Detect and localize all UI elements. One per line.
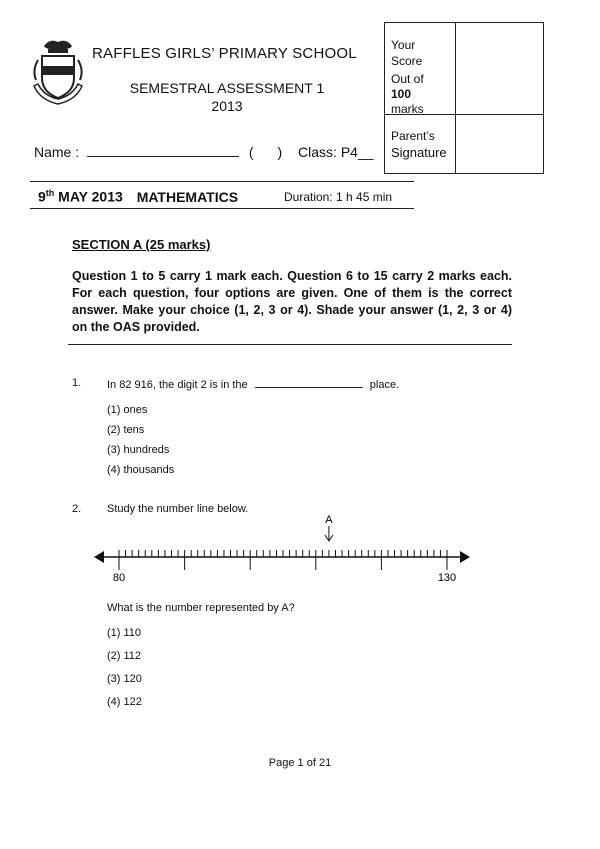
question-1-number: 1. (72, 377, 82, 389)
question-1-text-after: place. (369, 379, 400, 391)
school-name: RAFFLES GIRLS’ PRIMARY SCHOOL (92, 45, 357, 62)
exam-date-day: 9 (38, 188, 46, 205)
bottom-rule (30, 208, 414, 209)
your-score-label-1: Your (391, 38, 416, 52)
number-line-start-label: 80 (112, 572, 126, 584)
class-label: Class: P4__ (298, 144, 374, 160)
question-2-prompt: What is the number represented by A? (107, 602, 295, 614)
question-1-text (107, 377, 399, 391)
question-1-text-before: In 82 916, the digit 2 is in the (107, 379, 248, 391)
number-line-end-label: 130 (437, 572, 457, 584)
question-2-option-2[interactable]: (2) 112 (107, 650, 142, 662)
your-score-label-2: Score (391, 54, 423, 68)
assessment-title: SEMESTRAL ASSESSMENT 1 (129, 80, 325, 96)
name-label: Name : (34, 144, 80, 160)
page-number: Page 1 of 21 (268, 757, 332, 769)
question-2-text: Study the number line below. (107, 503, 249, 515)
exam-subject: MATHEMATICS (136, 188, 239, 205)
point-a-label: A (325, 514, 333, 526)
score-box (384, 22, 544, 174)
question-1-option-2[interactable]: (2) tens (107, 424, 145, 436)
section-instructions: Question 1 to 5 carry 1 mark each. Question 6 to 15 carry 2 marks each. For each question, four options are given. One of them is the correct answer. Make your choice (1, 2, 3 or 4). Shade your answer (1, 2, 3 or 4) on the OAS provided. (72, 269, 512, 334)
instructions-rule (68, 344, 512, 345)
question-2-option-4[interactable]: (4) 122 (107, 696, 142, 708)
number-line (90, 512, 480, 588)
signature-label: Signature (391, 145, 447, 160)
number-line-right-arrow (460, 551, 470, 563)
assessment-year: 2013 (211, 98, 243, 114)
exam-date-month-year: MAY 2013 (54, 188, 123, 205)
question-1-option-3[interactable]: (3) hundreds (107, 444, 170, 456)
max-score: 100 (391, 87, 412, 101)
number-line-left-arrow (94, 551, 104, 563)
index-close-paren: ) (277, 144, 283, 160)
question-2-number: 2. (72, 503, 82, 515)
parents-label: Parent’s (391, 129, 435, 143)
top-rule (30, 181, 414, 182)
student-info-row (34, 144, 374, 160)
question-1-blank (255, 377, 363, 388)
question-1-option-4[interactable]: (4) thousands (107, 464, 175, 476)
index-open-paren: ( (248, 144, 254, 160)
section-title: SECTION A (25 marks) (72, 237, 211, 252)
marks-label: marks (391, 102, 424, 116)
exam-date-subject (38, 188, 238, 205)
question-2-option-1[interactable]: (1) 110 (107, 627, 142, 639)
school-crest-logo (30, 36, 86, 108)
exam-date-suffix: th (45, 188, 55, 198)
question-1-option-1[interactable]: (1) ones (107, 404, 148, 416)
question-2-option-3[interactable]: (3) 120 (107, 673, 142, 685)
exam-duration: Duration: 1 h 45 min (284, 190, 393, 204)
out-of-label: Out of (391, 72, 424, 86)
name-blank (87, 144, 239, 157)
